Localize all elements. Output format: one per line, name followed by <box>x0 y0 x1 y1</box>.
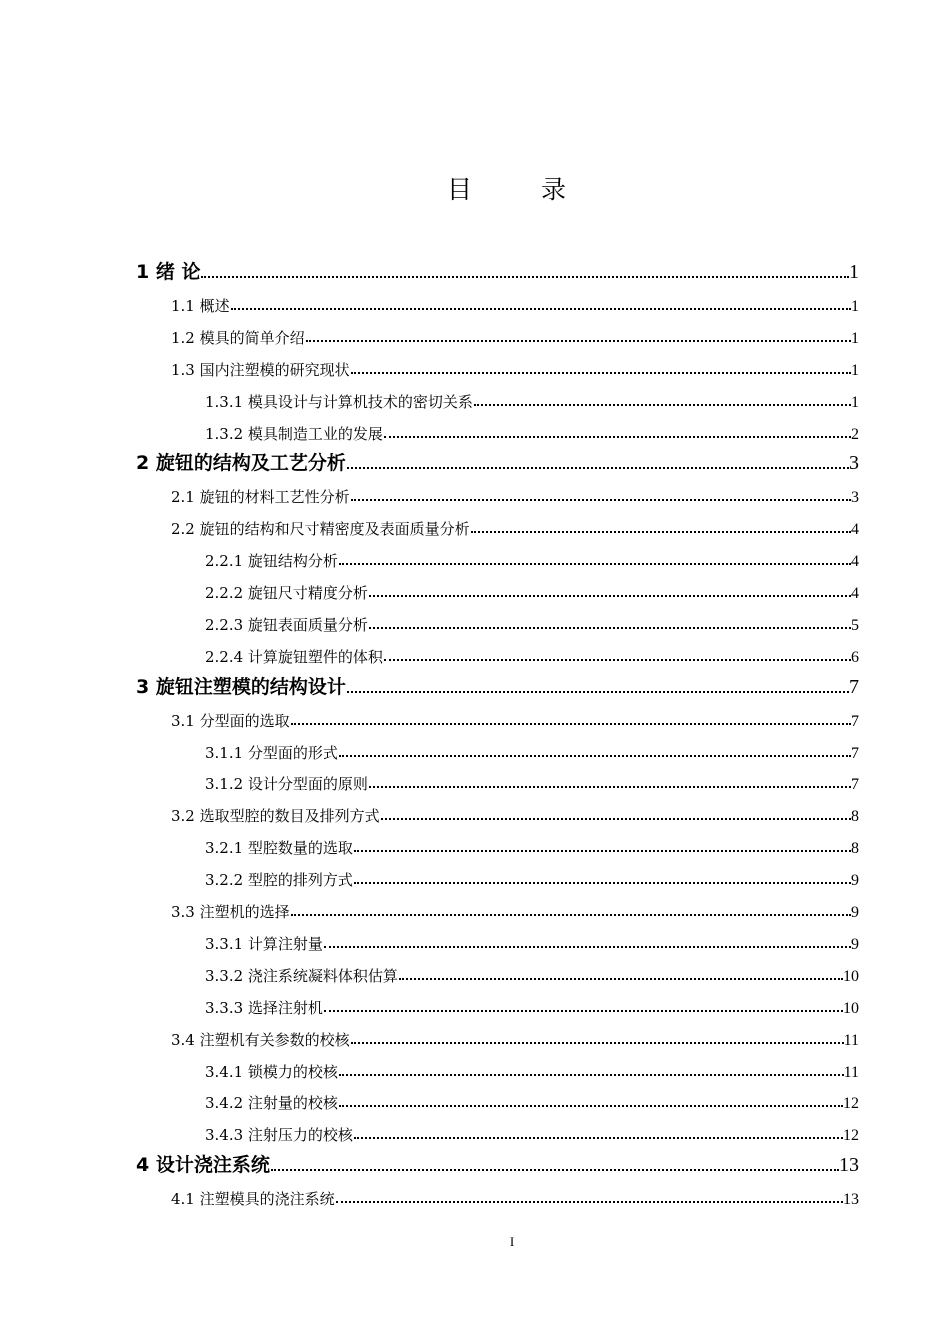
dot-leader <box>336 1201 843 1203</box>
toc-entry-title: 4.1 注塑模具的浇注系统 <box>171 1190 335 1209</box>
dot-leader <box>354 1137 843 1139</box>
dot-leader <box>347 691 849 693</box>
toc-entry-page: 7 <box>849 675 859 698</box>
dot-leader <box>384 436 851 438</box>
toc-entry[interactable] <box>171 479 859 507</box>
toc-entry[interactable] <box>205 830 859 858</box>
toc-entry-page: 4 <box>851 521 859 539</box>
toc-entry-page: 4 <box>851 585 859 602</box>
toc-entry-title: 1.3.1 模具设计与计算机技术的密切关系 <box>205 392 473 411</box>
toc-entry[interactable] <box>171 288 859 316</box>
toc-entry[interactable] <box>136 256 859 284</box>
toc-entry-page: 1 <box>849 261 859 283</box>
page-number: I <box>509 1234 515 1249</box>
toc-entry-title: 3.1.2 设计分型面的原则 <box>205 775 368 794</box>
toc-entry-title: 3.4.3 注射压力的校核 <box>205 1126 353 1145</box>
toc-entry[interactable] <box>136 447 859 475</box>
toc-entry[interactable] <box>205 766 859 794</box>
page-title: 目 录 <box>446 175 588 204</box>
toc-entry-title: 4 设计浇注系统 <box>136 1154 270 1177</box>
toc-entry-page: 12 <box>843 1095 859 1113</box>
toc-entry-title: 3.3 注塑机的选择 <box>171 903 290 921</box>
dot-leader <box>271 1169 839 1171</box>
toc-entry-page: 7 <box>851 776 859 794</box>
dot-leader <box>369 786 851 788</box>
dot-leader <box>339 755 851 757</box>
dot-leader <box>351 499 851 501</box>
toc-entry-page: 11 <box>843 1063 859 1081</box>
toc-entry-page: 10 <box>843 967 859 985</box>
dot-leader <box>474 404 851 406</box>
toc-entry-page: 7 <box>851 712 859 730</box>
toc-entry-title: 3.1 分型面的选取 <box>171 711 290 730</box>
toc-entry[interactable] <box>205 735 859 763</box>
toc-entry[interactable] <box>205 607 859 635</box>
toc-entry-page: 4 <box>851 553 859 571</box>
dot-leader <box>471 531 851 533</box>
toc-entry-title: 3.2.2 型腔的排列方式 <box>205 871 353 890</box>
dot-leader <box>381 818 851 820</box>
dot-leader <box>324 946 851 948</box>
toc-entry-title: 3.4 注塑机有关参数的校核 <box>171 1030 350 1049</box>
toc-entry-title: 3.2 选取型腔的数目及排列方式 <box>171 807 380 826</box>
toc-entry-page: 12 <box>843 1127 859 1145</box>
toc-entry[interactable] <box>205 384 859 412</box>
dot-leader <box>324 1010 843 1012</box>
toc-entry[interactable] <box>205 575 859 603</box>
toc-entry[interactable] <box>205 1085 859 1113</box>
toc-entry-title: 2.2.1 旋钮结构分析 <box>205 552 338 571</box>
toc-entry-title: 3.4.1 锁模力的校核 <box>205 1062 338 1081</box>
toc-entry-page: 1 <box>851 361 859 379</box>
toc-entry-page: 13 <box>839 1154 859 1177</box>
toc-entry-page: 1 <box>851 393 859 411</box>
dot-leader <box>291 914 851 916</box>
toc-entry[interactable] <box>205 862 859 890</box>
toc-entry[interactable] <box>171 798 859 826</box>
toc-entry-title: 2.1 旋钮的材料工艺性分析 <box>171 488 350 507</box>
toc-entry-page: 10 <box>843 999 859 1017</box>
toc-entry-page: 3 <box>849 452 859 475</box>
toc-entry-title: 2.2.2 旋钮尺寸精度分析 <box>205 584 368 602</box>
toc-entry-page: 2 <box>851 425 859 443</box>
dot-leader <box>354 850 851 852</box>
toc-entry[interactable] <box>205 990 859 1018</box>
toc-entry[interactable] <box>171 703 859 731</box>
toc-entry-title: 1.3 国内注塑模的研究现状 <box>171 360 350 379</box>
toc-entry-page: 8 <box>851 808 859 826</box>
toc-entry[interactable] <box>171 511 859 539</box>
toc-entry-title: 3 旋钮注塑模的结构设计 <box>136 675 346 698</box>
dot-leader <box>354 882 851 884</box>
toc-entry-title: 3.3.2 浇注系统凝料体积估算 <box>205 966 398 985</box>
toc-entry-title: 3.3.3 选择注射机 <box>205 998 323 1017</box>
toc-entry-title: 1.3.2 模具制造工业的发展 <box>205 424 383 443</box>
toc-entry-title: 1.2 模具的简单介绍 <box>171 328 305 347</box>
dot-leader <box>399 978 843 980</box>
toc-entry-page: 3 <box>851 489 859 507</box>
toc-entry[interactable] <box>171 1181 859 1209</box>
toc-entry[interactable] <box>205 926 859 954</box>
toc-entry-title: 3.1.1 分型面的形式 <box>205 743 338 762</box>
dot-leader <box>339 1105 843 1107</box>
toc-entry-title: 3.2.1 型腔数量的选取 <box>205 839 353 858</box>
toc-entry-title: 1.1 概述 <box>171 296 230 315</box>
toc-entry-title: 2.2.4 计算旋钮塑件的体积 <box>205 647 383 666</box>
toc-entry[interactable] <box>171 894 859 922</box>
toc-entry-page: 13 <box>843 1191 859 1209</box>
toc-entry-title: 3.4.2 注射量的校核 <box>205 1094 338 1113</box>
toc-entry[interactable] <box>205 543 859 571</box>
toc-entry-title: 1 绪 论 <box>136 261 201 283</box>
toc-entry-title: 2.2 旋钮的结构和尺寸精密度及表面质量分析 <box>171 520 470 539</box>
toc-entry-page: 9 <box>851 872 859 890</box>
dot-leader <box>291 723 851 725</box>
toc-entry-page: 11 <box>843 1031 859 1049</box>
dot-leader <box>351 372 851 374</box>
toc-entry-title: 3.3.1 计算注射量 <box>205 934 323 953</box>
toc-entry-page: 9 <box>851 935 859 953</box>
dot-leader <box>306 340 851 342</box>
toc-entry-page: 8 <box>851 840 859 858</box>
toc-entry-page: 6 <box>851 648 859 666</box>
toc-entry-page: 5 <box>851 616 859 634</box>
dot-leader <box>384 659 851 661</box>
dot-leader <box>201 276 849 278</box>
toc-entry[interactable] <box>205 416 859 444</box>
toc-entry[interactable] <box>205 958 859 986</box>
dot-leader <box>231 308 851 310</box>
dot-leader <box>339 1074 844 1076</box>
toc-entry-page: 1 <box>851 297 859 315</box>
toc-entry[interactable] <box>171 1022 859 1050</box>
toc-entry[interactable] <box>205 1117 859 1145</box>
toc-entry-title: 2.2.3 旋钮表面质量分析 <box>205 615 368 634</box>
dot-leader <box>369 627 851 629</box>
toc-entry[interactable] <box>171 320 859 348</box>
toc-entry[interactable] <box>171 352 859 380</box>
dot-leader <box>369 595 851 597</box>
dot-leader <box>347 467 849 469</box>
toc-entry[interactable] <box>136 671 859 699</box>
dot-leader <box>351 1042 844 1044</box>
toc-entry-page: 7 <box>851 744 859 762</box>
toc-entry-title: 2 旋钮的结构及工艺分析 <box>136 452 346 475</box>
toc-entry-page: 1 <box>851 329 859 347</box>
toc-entry[interactable] <box>205 639 859 667</box>
toc-entry[interactable] <box>205 1054 859 1082</box>
dot-leader <box>339 563 851 565</box>
toc-entry[interactable] <box>136 1149 859 1177</box>
toc-entry-page: 9 <box>851 904 859 921</box>
